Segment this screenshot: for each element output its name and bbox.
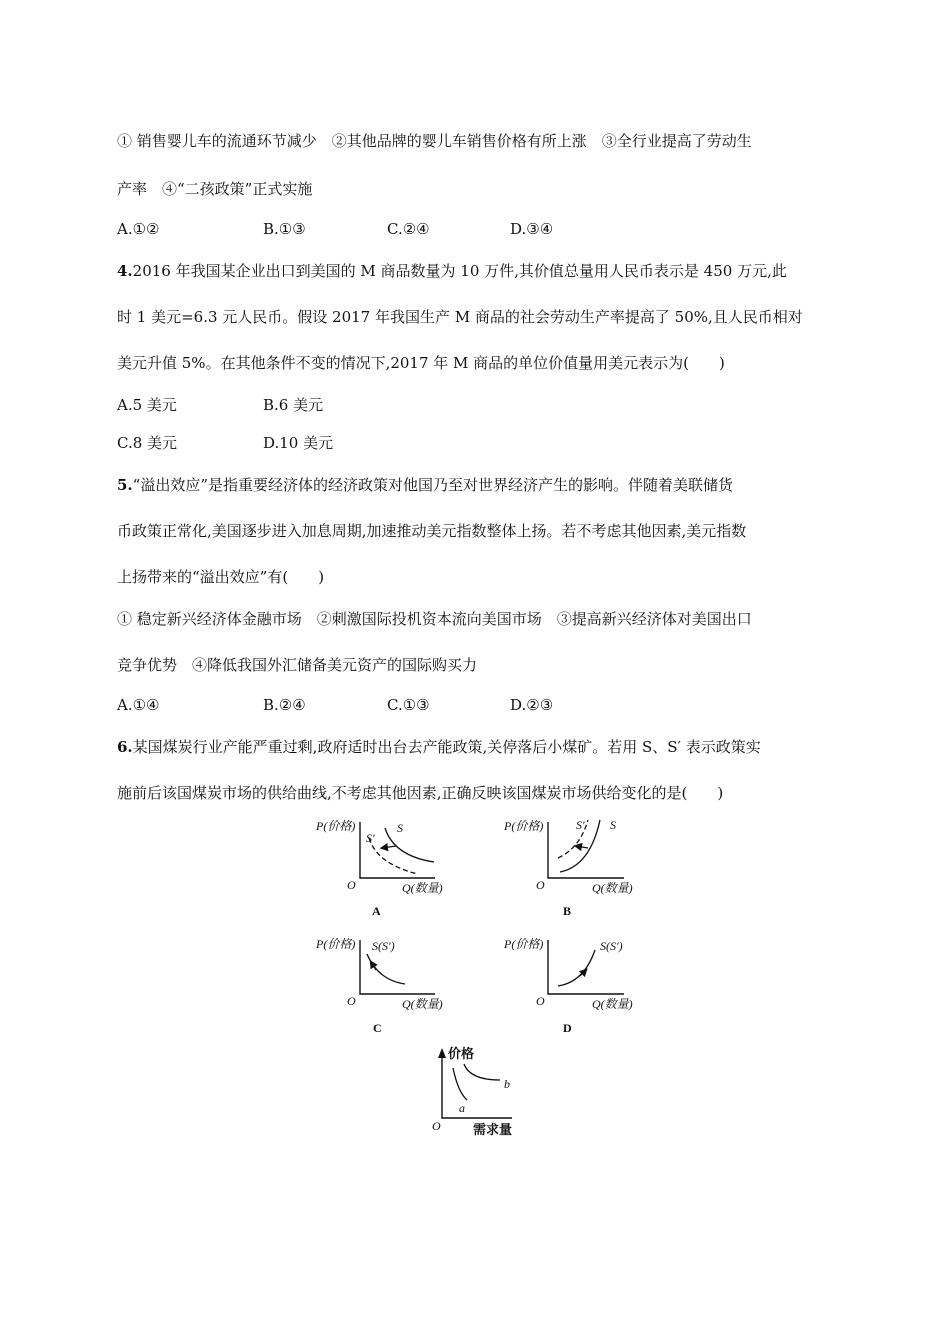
q4-choice-d[interactable]: D.10 美元: [263, 434, 334, 452]
q5-options-line-2: 竞争优势 ④降低我国外汇储备美元资产的国际购买力: [117, 656, 478, 674]
graph-demand-b-label: b: [504, 1077, 510, 1091]
graph-c-y-label: P(价格): [316, 937, 356, 951]
graph-b-s-label: S: [610, 818, 616, 832]
graph-d-arrow: [580, 970, 586, 976]
q3-choice-c[interactable]: C.②④: [387, 220, 430, 238]
graph-a-caption: A: [372, 904, 381, 918]
q6-text-1: 某国煤炭行业产能严重过剩,政府适时出台去产能政策,关停落后小煤矿。若用 S、S′ 表示政策实: [132, 738, 761, 756]
graph-a-shift-arrow: [382, 846, 396, 848]
q5-choice-d[interactable]: D.②③: [510, 696, 554, 714]
graph-c-x-label: Q(数量): [402, 997, 443, 1011]
graph-b-s-prime-label: S′: [576, 818, 585, 832]
graph-b-origin: O: [536, 878, 545, 892]
graph-demand-curve-b: [464, 1064, 500, 1080]
q4-line-3: 美元升值 5%。在其他条件不变的情况下,2017 年 M 商品的单位价值量用美元表示为( ): [117, 354, 725, 372]
graph-a-origin: O: [347, 878, 356, 892]
graph-a-curve-s: [385, 828, 434, 862]
q4-text-1: 2016 年我国某企业出口到美国的 M 商品数量为 10 万件,其价值总量用人民币表示是 450 万元,此: [132, 262, 787, 280]
graph-a[interactable]: [315, 819, 443, 918]
q6-number: 6.: [117, 738, 133, 756]
graph-demand-y-label: 价格: [448, 1046, 475, 1061]
graph-b-y-label: P(价格): [504, 819, 544, 833]
graph-d-caption: D: [563, 1021, 572, 1035]
graph-c-arrow: [371, 962, 376, 970]
q5-options-line-1: ① 稳定新兴经济体金融市场 ②刺激国际投机资本流向美国市场 ③提高新兴经济体对美国出口: [117, 610, 752, 628]
graph-demand-curve-a: [453, 1068, 467, 1100]
graph-d-curve: [558, 950, 595, 986]
graph-demand-y-arrow: [438, 1048, 446, 1058]
graph-c-caption: C: [373, 1021, 382, 1035]
graph-b-x-label: Q(数量): [592, 881, 633, 895]
graph-a-y-label: P(价格): [316, 819, 356, 833]
graph-d-x-label: Q(数量): [592, 997, 633, 1011]
q3-options-line-2: 产率 ④“二孩政策”正式实施: [117, 180, 313, 198]
q4-number: 4.: [117, 262, 133, 280]
q4-line-2: 时 1 美元=6.3 元人民币。假设 2017 年我国生产 M 商品的社会劳动生产率提高了 50%,且人民币相对: [117, 308, 803, 326]
q5-choice-c[interactable]: C.①③: [387, 696, 430, 714]
q4-choice-c[interactable]: C.8 美元: [117, 434, 178, 452]
graph-a-s-prime-label: S′: [366, 831, 375, 845]
q3-options-line-1: ① 销售婴儿车的流通环节减少 ②其他品牌的婴儿车销售价格有所上涨 ③全行业提高了劳动生: [117, 132, 752, 150]
q5-text-1: “溢出效应”是指重要经济体的经济政策对他国乃至对世界经济产生的影响。伴随着美联储货: [132, 476, 734, 494]
q5-line-2: 币政策正常化,美国逐步进入加息周期,加速推动美元指数整体上扬。若不考虑其他因素,美元指数: [117, 522, 747, 540]
graph-c-origin: O: [347, 994, 356, 1008]
q5-choice-b[interactable]: B.②④: [263, 696, 306, 714]
graph-demand-x-label: 需求量: [473, 1122, 513, 1137]
q5-choice-a[interactable]: A.①④: [117, 696, 160, 714]
q5-line-3: 上扬带来的“溢出效应”有( ): [117, 568, 325, 586]
graph-demand[interactable]: [432, 1046, 512, 1137]
graph-b-shift-arrow: [576, 846, 588, 848]
graph-demand-a-label: a: [459, 1101, 465, 1115]
graph-d-s-label: S(S′): [600, 939, 623, 953]
graph-b[interactable]: [503, 818, 633, 918]
graph-d[interactable]: [503, 937, 633, 1035]
graph-d-y-label: P(价格): [504, 937, 544, 951]
q4-choice-a[interactable]: A.5 美元: [117, 396, 177, 414]
graph-a-s-label: S: [397, 821, 403, 835]
q3-choice-a[interactable]: A.①②: [117, 220, 160, 238]
graph-b-caption: B: [563, 904, 572, 918]
graph-c-s-label: S(S′): [372, 939, 395, 953]
q5-number: 5.: [117, 476, 133, 494]
graph-d-origin: O: [536, 994, 545, 1008]
q3-choice-b[interactable]: B.①③: [263, 220, 306, 238]
q6-line-2: 施前后该国煤炭市场的供给曲线,不考虑其他因素,正确反映该国煤炭市场供给变化的是( ): [117, 784, 724, 802]
graph-demand-origin: O: [432, 1119, 441, 1133]
graph-c-curve: [367, 954, 405, 984]
q4-choice-b[interactable]: B.6 美元: [263, 396, 324, 414]
q3-choice-d[interactable]: D.③④: [510, 220, 554, 238]
graph-a-x-label: Q(数量): [402, 881, 443, 895]
graph-c[interactable]: [315, 937, 443, 1035]
graph-demand-axes: [442, 1052, 512, 1118]
